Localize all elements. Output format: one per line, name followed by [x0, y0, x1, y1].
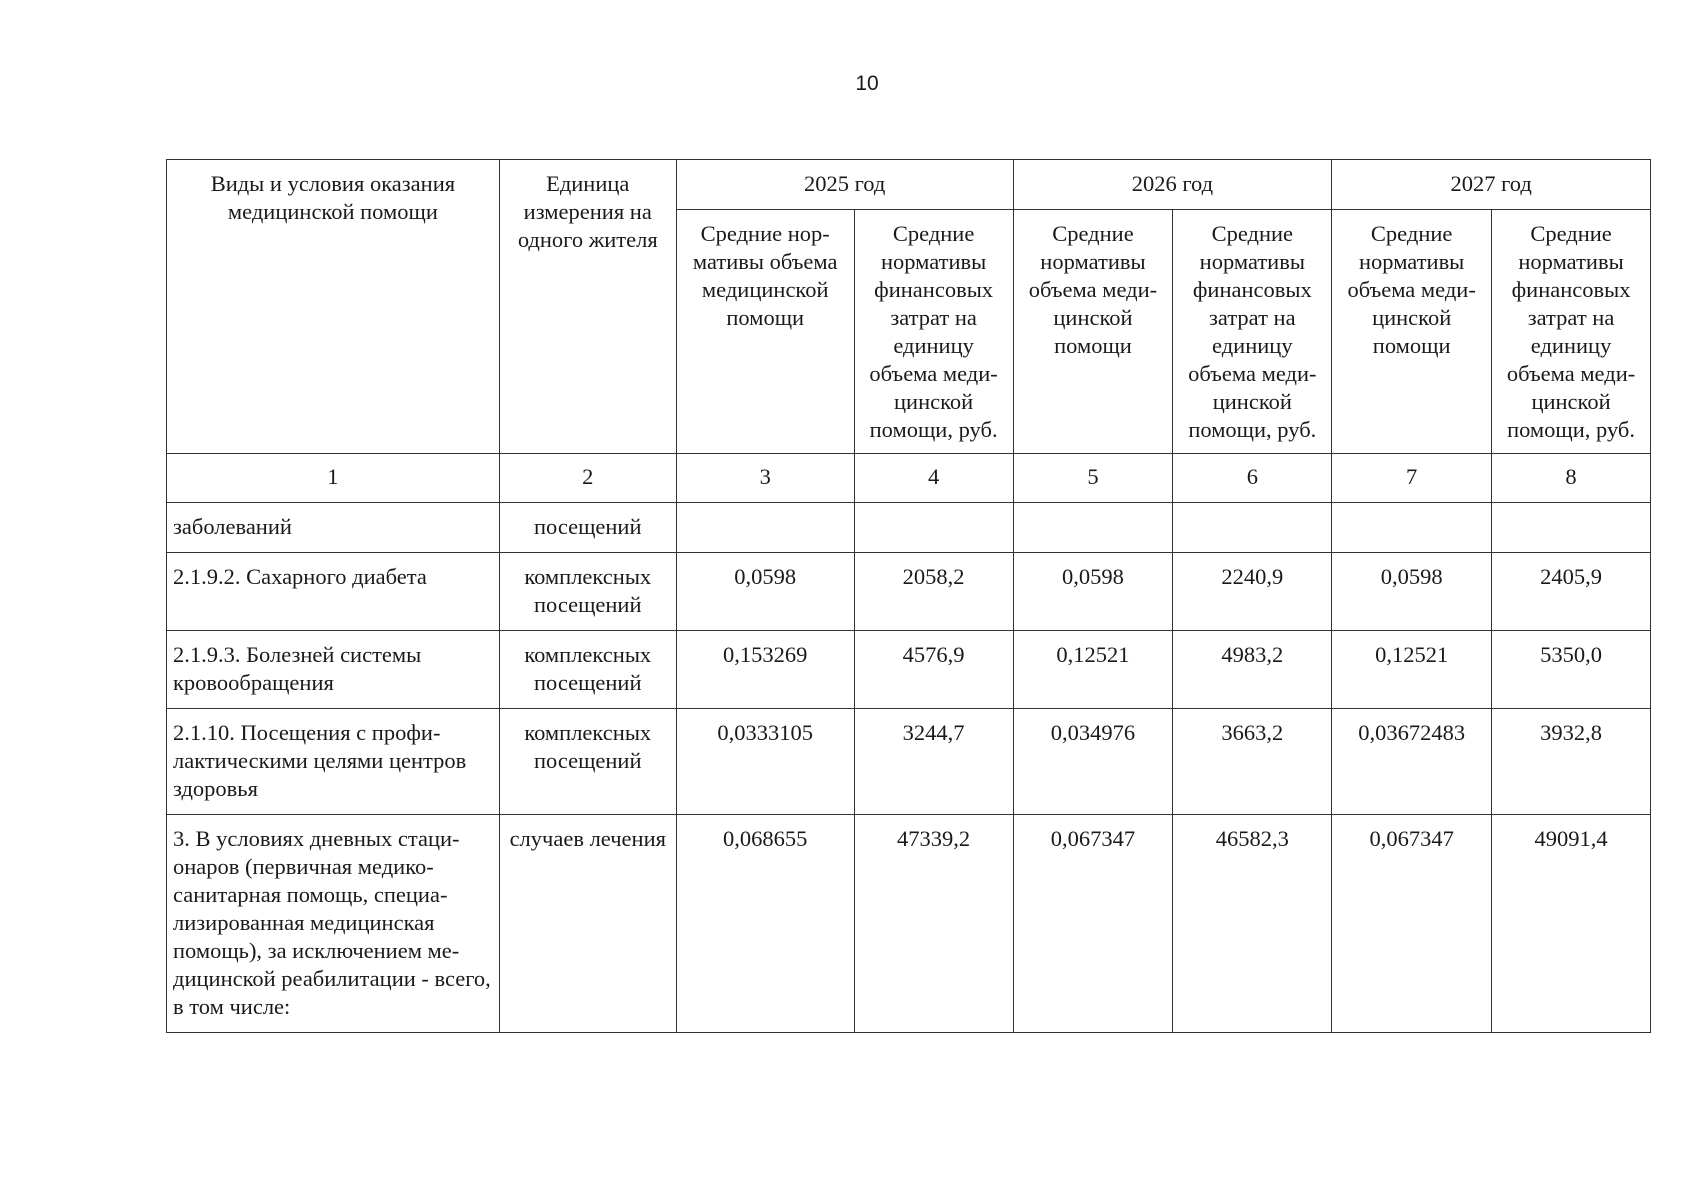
row-name: заболеваний	[167, 503, 500, 553]
row-name: 3. В условиях дневных стационаров (первичная медико-санитарная помощь, специализированная медицинская помощь), за исключением медицинской реабилитации - всего, в том числе:	[167, 815, 500, 1033]
column-number-row	[167, 454, 1651, 503]
cell-volume-2026	[1013, 503, 1173, 553]
cell-volume-2025: 0,068655	[676, 815, 854, 1033]
cell-cost-2026: 2240,9	[1173, 553, 1332, 631]
cell-cost-2027	[1492, 503, 1651, 553]
header-row-years	[167, 160, 1651, 210]
row-unit: комплексных посещений	[499, 631, 676, 709]
cell-cost-2027: 5350,0	[1492, 631, 1651, 709]
cell-volume-2025	[676, 503, 854, 553]
cell-cost-2026: 3663,2	[1173, 709, 1332, 815]
cell-volume-2025: 0,153269	[676, 631, 854, 709]
cell-volume-2027: 0,0598	[1332, 553, 1492, 631]
header-cost-2025: Средние нормативы финансовых затрат на единицу объема медицинской помощи, руб.	[854, 210, 1013, 454]
page-number: 10	[855, 72, 879, 95]
cell-cost-2027: 3932,8	[1492, 709, 1651, 815]
row-name: 2.1.9.2. Сахарного диабета	[167, 553, 500, 631]
header-year-2025: 2025 год	[676, 160, 1013, 210]
cell-cost-2025: 4576,9	[854, 631, 1013, 709]
header-cost-2026: Средние нормативы финансовых затрат на единицу объема медицинской помощи, руб.	[1173, 210, 1332, 454]
header-volume-2026: Средние нормативы объема медицинской помощи	[1013, 210, 1173, 454]
cell-volume-2025: 0,0333105	[676, 709, 854, 815]
column-number: 3	[676, 454, 854, 503]
cell-cost-2025: 2058,2	[854, 553, 1013, 631]
cell-volume-2027: 0,03672483	[1332, 709, 1492, 815]
cell-volume-2026: 0,067347	[1013, 815, 1173, 1033]
row-unit: комплексных посещений	[499, 553, 676, 631]
row-unit: посещений	[499, 503, 676, 553]
cell-cost-2025	[854, 503, 1013, 553]
header-year-2027: 2027 год	[1332, 160, 1651, 210]
table-row	[167, 709, 1651, 815]
norms-table	[166, 159, 1651, 1033]
cell-volume-2026: 0,12521	[1013, 631, 1173, 709]
header-care-type: Виды и условия оказания медицинской помощи	[167, 160, 500, 454]
cell-volume-2025: 0,0598	[676, 553, 854, 631]
cell-cost-2025: 3244,7	[854, 709, 1013, 815]
cell-volume-2026: 0,0598	[1013, 553, 1173, 631]
row-name: 2.1.10. Посещения с профилактическими целями центров здоровья	[167, 709, 500, 815]
cell-cost-2026: 4983,2	[1173, 631, 1332, 709]
cell-volume-2026: 0,034976	[1013, 709, 1173, 815]
header-unit: Единица измерения на одного жителя	[499, 160, 676, 454]
row-unit: комплексных посещений	[499, 709, 676, 815]
column-number: 8	[1492, 454, 1651, 503]
table-row	[167, 553, 1651, 631]
header-volume-2025: Средние нормативы объема медицинской помощи	[676, 210, 854, 454]
column-number: 2	[499, 454, 676, 503]
row-unit: случаев лечения	[499, 815, 676, 1033]
table-row	[167, 815, 1651, 1033]
column-number: 6	[1173, 454, 1332, 503]
cell-cost-2025: 47339,2	[854, 815, 1013, 1033]
cell-volume-2027: 0,067347	[1332, 815, 1492, 1033]
cell-cost-2027: 2405,9	[1492, 553, 1651, 631]
column-number: 7	[1332, 454, 1492, 503]
cell-cost-2026	[1173, 503, 1332, 553]
cell-cost-2026: 46582,3	[1173, 815, 1332, 1033]
cell-volume-2027	[1332, 503, 1492, 553]
header-volume-2027: Средние нормативы объема медицинской помощи	[1332, 210, 1492, 454]
header-year-2026: 2026 год	[1013, 160, 1332, 210]
header-cost-2027: Средние нормативы финансовых затрат на единицу объема медицинской помощи, руб.	[1492, 210, 1651, 454]
cell-cost-2027: 49091,4	[1492, 815, 1651, 1033]
table-row	[167, 503, 1651, 553]
column-number: 4	[854, 454, 1013, 503]
column-number: 5	[1013, 454, 1173, 503]
column-number: 1	[167, 454, 500, 503]
cell-volume-2027: 0,12521	[1332, 631, 1492, 709]
row-name: 2.1.9.3. Болезней системы кровообращения	[167, 631, 500, 709]
table-row	[167, 631, 1651, 709]
